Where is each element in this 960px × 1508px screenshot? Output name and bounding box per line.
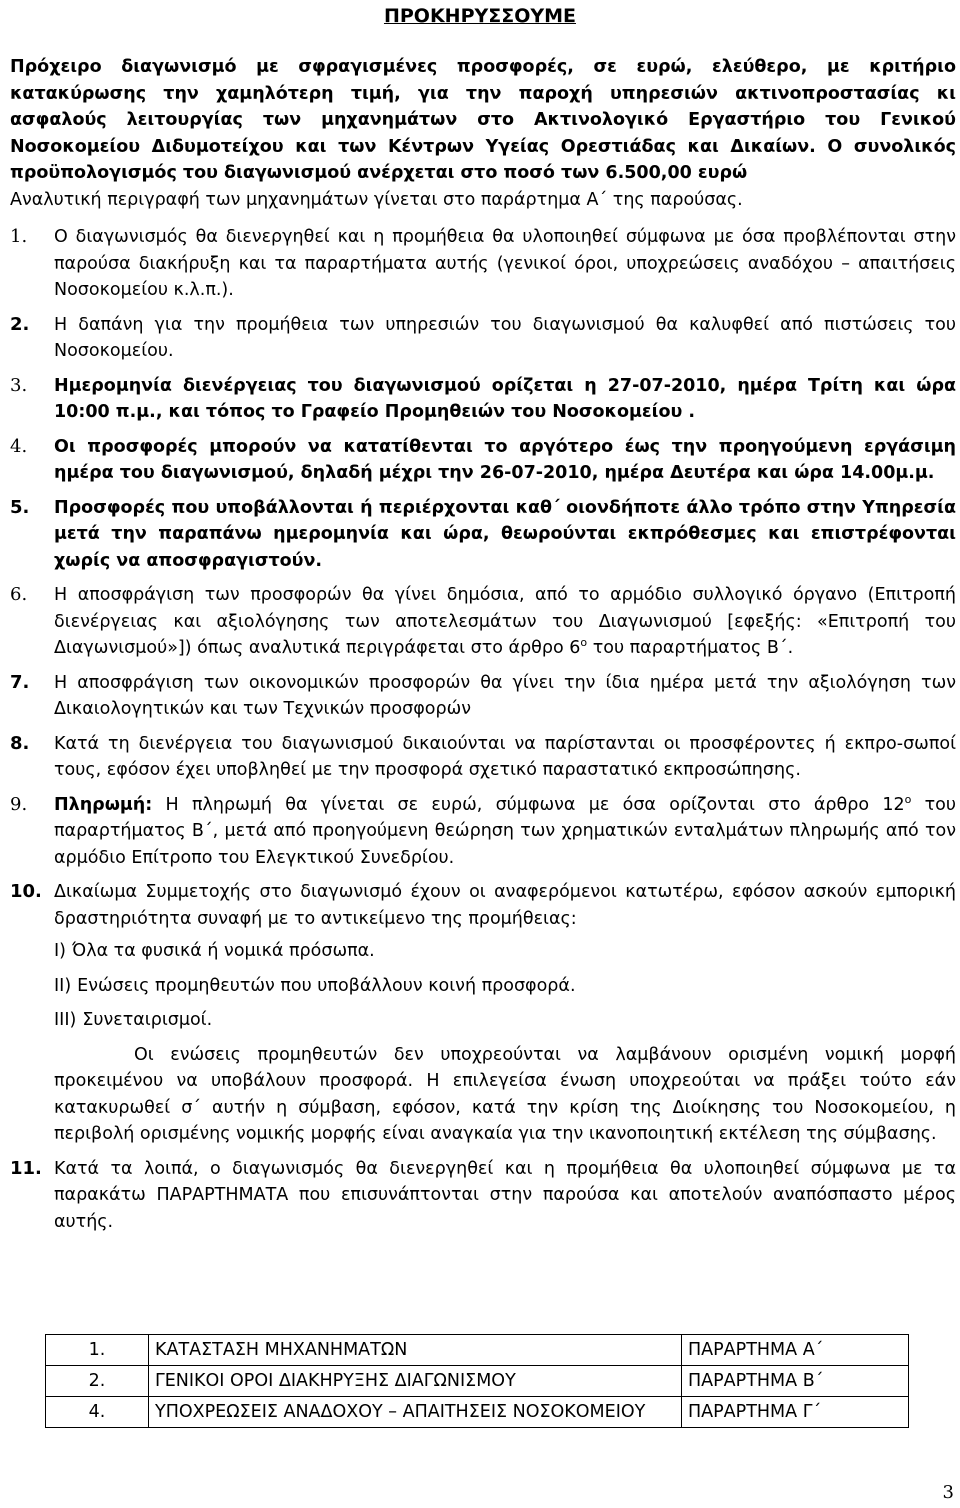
table-row bbox=[46, 1366, 909, 1397]
item-text: Η αποσφράγιση των οικονομικών προσφορών θα γίνει την ίδια ημέρα μετά την αξιολόγηση των Δικαιολογητικών και των Τεχνικών προσφορών bbox=[54, 672, 956, 719]
participant-item bbox=[54, 938, 956, 965]
participant-list bbox=[54, 938, 956, 1034]
list-item bbox=[10, 312, 956, 365]
item-number: 7. bbox=[10, 671, 30, 693]
item-text: Η δαπάνη για την προμήθεια των υπηρεσιών του διαγωνισμού θα καλυφθεί από πιστώσεις του Νοσοκομείου. bbox=[54, 314, 956, 361]
annex-label: ΠΑΡΑΡΤΗΜΑ Β΄ bbox=[682, 1366, 909, 1397]
annex-title: ΓΕΝΙΚΟΙ ΟΡΟΙ ΔΙΑΚΗΡΥΞΗΣ ΔΙΑΓΩΝΙΣΜΟΥ bbox=[149, 1366, 682, 1397]
list-item bbox=[10, 731, 956, 784]
list-item bbox=[10, 224, 956, 304]
item-text: Ημερομηνία διενέργειας του διαγωνισμού ορίζεται η 27-07-2010, ημέρα Τρίτη και ώρα 10:00 π.μ., και τόπος το Γραφείο Προμηθειών του Νοσοκομείου . bbox=[54, 375, 956, 422]
annex-number: 1. bbox=[46, 1335, 149, 1366]
participant-item bbox=[54, 973, 956, 1000]
list-item bbox=[10, 879, 956, 1148]
item-text-block bbox=[54, 879, 956, 1148]
intro-bold-text: Πρόχειρο διαγωνισμό με σφραγισμένες προσφορές, σε ευρώ, ελεύθερο, με κριτήριο κατακύρωσης την χαμηλότερη τιμή, για την παροχή υπηρεσιών ακτινοπροστασίας κι ασφαλούς λειτουργίας των μηχανημάτων στο Ακτινολογικό Εργαστήριο του Γενικού Νοσοκομείου Διδυμοτείχου και των Κέντρων Υγείας Ορεστιάδας και Δικαίων. Ο συνολικός προϋπολογισμός του διαγωνισμού ανέρχεται στο ποσό των 6.500,00 ευρώ bbox=[10, 57, 956, 183]
item-text-part: του παραρτήματος Β΄. bbox=[587, 638, 794, 658]
item-number: 10. bbox=[10, 881, 42, 902]
annex-number: 2. bbox=[46, 1366, 149, 1397]
roman-numeral: III) bbox=[54, 1010, 77, 1030]
page-title: ΠΡΟΚΗΡΥΣΣΟΥΜΕ bbox=[383, 5, 577, 27]
item-text-part: Η αποσφράγιση των προσφορών θα γίνει δημόσια, από το αρμόδιο συλλογικό όργανο (Επιτροπή διενέργειας και αξιολόγησης των αποτελεσμάτων του Διαγωνισμού [εφεξής: «Επιτροπή του Διαγωνισμού»]) όπως αναλυτικά περιγράφεται στο άρθρο 6 bbox=[54, 585, 956, 658]
list-item bbox=[10, 792, 956, 872]
item-text bbox=[54, 582, 956, 662]
item-number: 6. bbox=[10, 584, 28, 605]
annex-label: ΠΑΡΑΡΤΗΜΑ Γ΄ bbox=[682, 1397, 909, 1428]
item-text: Προσφορές που υποβάλλονται ή περιέρχονται καθ΄ οιονδήποτε άλλο τρόπο στην Υπηρεσία μετά την παραπάνω ημερομηνία και ώρα, θεωρούνται εκπρόθεσμες και επιστρέφονται χωρίς να αποσφραγιστούν. bbox=[54, 497, 956, 571]
item-number: 2. bbox=[10, 313, 30, 335]
item-number: 1. bbox=[10, 226, 28, 247]
item-number: 3. bbox=[10, 374, 28, 396]
page-number: 3 bbox=[942, 1482, 954, 1503]
participant-text: Συνεταιρισμοί. bbox=[82, 1010, 213, 1030]
annex-table bbox=[45, 1334, 909, 1428]
payment-label: Πληρωμή: bbox=[54, 794, 153, 815]
roman-numeral: I) bbox=[54, 941, 66, 961]
numbered-list bbox=[10, 224, 956, 1243]
list-item bbox=[10, 582, 956, 662]
item-text-part: του παραρτήματος Β΄, μετά από προηγούμενη θεώρηση των χρηματικών ενταλμάτων πληρωμής από τον αρμόδιο Επίτροπο του Ελεγκτικού Συνεδρίου. bbox=[54, 794, 956, 868]
list-item bbox=[10, 495, 956, 575]
consortium-paragraph: Οι ενώσεις προμηθευτών δεν υποχρεούνται να λαμβάνουν ορισμένη νομική μορφή προκειμένου να υποβάλουν προσφορά. Η επιλεγείσα ένωση υποχρεούται να πράξει τούτο εάν κατακυρωθεί σ΄ αυτήν η σύμβαση, εφόσον, κατά την κρίση της Διοίκησης του Νοσοκομείου, η περιβολή ορισμένης νομικής μορφής είναι αναγκαία για την ικανοποιητική εκτέλεση της σύμβασης. bbox=[54, 1044, 956, 1144]
annex-title: ΥΠΟΧΡΕΩΣΕΙΣ ΑΝΑΔΟΧΟΥ – ΑΠΑΙΤΗΣΕΙΣ ΝΟΣΟΚΟΜΕΙΟΥ bbox=[149, 1397, 682, 1428]
annex-label: ΠΑΡΑΡΤΗΜΑ Α΄ bbox=[682, 1335, 909, 1366]
item-text: Κατά τα λοιπά, ο διαγωνισμός θα διενεργηθεί και η προμήθεια θα υλοποιηθεί σύμφωνα με τα παρακάτω ΠΑΡΑΡΤΗΜΑΤΑ που επισυνάπτονται στην παρούσα και αποτελούν αναπόσπαστο μέρος αυτής. bbox=[54, 1158, 956, 1232]
item-text bbox=[54, 792, 956, 872]
item-number: 9. bbox=[10, 793, 28, 815]
table-row bbox=[46, 1397, 909, 1428]
item-number: 8. bbox=[10, 732, 30, 754]
roman-numeral: II) bbox=[54, 975, 72, 996]
table-row bbox=[46, 1335, 909, 1366]
participant-item bbox=[54, 1007, 956, 1034]
item-text: Κατά τη διενέργεια του διαγωνισμού δικαιούνται να παρίστανται οι προσφέροντες ή εκπρο-σωποί τους, εφόσον έχει υποβληθεί με την προσφορά σχετικό παραστατικό εκπροσώπησης. bbox=[54, 733, 956, 780]
item-text: Ο διαγωνισμός θα διενεργηθεί και η προμήθεια θα υλοποιηθεί σύμφωνα με όσα προβλέπονται στην παρούσα διακήρυξη και τα παραρτήματα αυτής (γενικοί όροι, υποχρεώσεις αναδόχου – απαιτήσεις Νοσοκομείου κ.λ.π.). bbox=[54, 227, 956, 300]
item-text-part: Η πληρωμή θα γίνεται σε ευρώ, σύμφωνα με όσα ορίζονται στο άρθρο 12 bbox=[152, 794, 905, 815]
item-number: 4. bbox=[10, 435, 28, 457]
item-text: Δικαίωμα Συμμετοχής στο διαγωνισμό έχουν οι αναφερόμενοι κατωτέρω, εφόσον ασκούν εμπορική δραστηριότητα συναφή με το αντικείμενο της προμήθειας: bbox=[54, 882, 956, 929]
superscript: ο bbox=[904, 792, 912, 806]
participant-text: Όλα τα φυσικά ή νομικά πρόσωπα. bbox=[72, 941, 375, 961]
list-item bbox=[10, 1156, 956, 1236]
annex-number: 4. bbox=[46, 1397, 149, 1428]
superscript: ο bbox=[580, 636, 588, 650]
participant-text: Ενώσεις προμηθευτών που υποβάλλουν κοινή προσφορά. bbox=[77, 975, 576, 996]
intro-paragraph bbox=[10, 54, 956, 213]
intro-normal-text: Αναλυτική περιγραφή των μηχανημάτων γίνεται στο παράρτημα Α΄ της παρούσας. bbox=[10, 189, 743, 210]
annex-title: ΚΑΤΑΣΤΑΣΗ ΜΗΧΑΝΗΜΑΤΩΝ bbox=[149, 1335, 682, 1366]
item-number: 5. bbox=[10, 496, 30, 518]
list-item bbox=[10, 670, 956, 723]
item-number: 11. bbox=[10, 1157, 42, 1179]
list-item bbox=[10, 373, 956, 426]
item-text: Οι προσφορές μπορούν να κατατίθενται το αργότερο έως την προηγούμενη εργάσιμη ημέρα του διαγωνισμού, δηλαδή μέχρι την 26-07-2010, ημέρα Δευτέρα και ώρα 14.00μ.μ. bbox=[54, 436, 956, 483]
list-item bbox=[10, 434, 956, 487]
